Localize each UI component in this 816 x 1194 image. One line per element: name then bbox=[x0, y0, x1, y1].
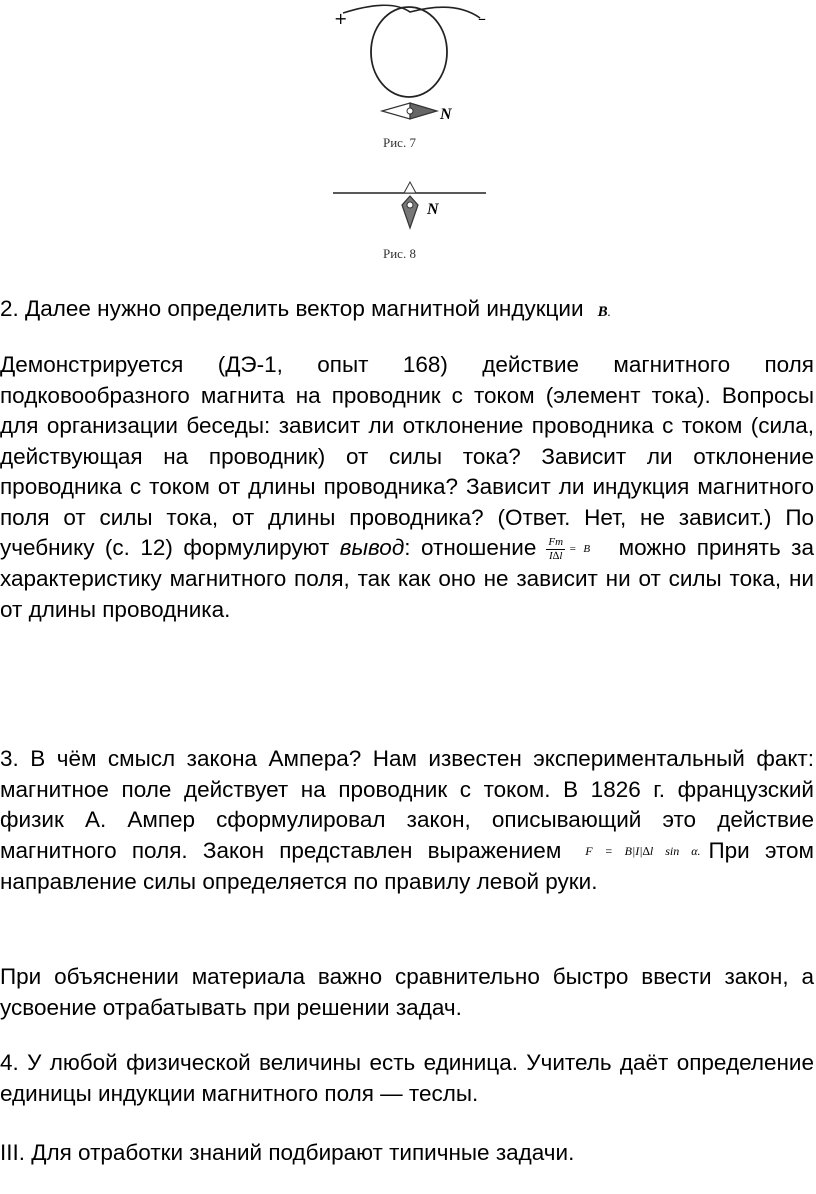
compass-needle-icon bbox=[402, 182, 418, 228]
wire-coil bbox=[371, 7, 447, 97]
demo-ratio-word: отношение bbox=[421, 535, 537, 560]
minus-sign: – bbox=[478, 9, 486, 28]
demo-emphasis: вывод bbox=[339, 535, 405, 560]
ratio-formula bbox=[546, 537, 565, 562]
paragraph-2-text: 2. Далее нужно определить вектор магнитной индукции bbox=[0, 296, 584, 321]
paragraph-3 bbox=[0, 744, 814, 897]
ratio-denominator: I∆l bbox=[548, 549, 563, 562]
needle-label: N bbox=[427, 201, 439, 218]
figures-illustration bbox=[0, 0, 816, 270]
figure-7-caption: Рис. 7 bbox=[383, 135, 416, 150]
demo-text: Демонстрируется (ДЭ-1, опыт 168) действие магнитного поля подковообразного магнита на проводник с током (элемент тока). Вопросы для организации беседы: зависит ли отклонение проводника с током (сила, действующая на проводник) от силы тока? Зависит ли отклонение проводника с током от длины проводника? Зависит ли индукция магнитного поля от силы тока, от длины проводника? (Ответ. Нет, не зависит.) По учебнику (с. 12) формулируют bbox=[0, 352, 814, 560]
paragraph-2-end: . bbox=[607, 304, 611, 319]
left-hand-rule-text: При этом направление силы определяется по правилу левой руки. bbox=[0, 837, 814, 894]
paragraph-iii: III. Для отработки знаний подбирают типичные задачи. bbox=[0, 1140, 575, 1165]
figure-7 bbox=[334, 5, 486, 150]
ampere-law-text: 3. В чём смысл закона Ампера? Нам известен экспериментальный факт: магнитное поле действует на проводник с током. В 1826 г. французский физик А. Ампер сформулировал закон, описывающий это действие магнитного поля. Закон представлен выражением bbox=[0, 746, 814, 863]
compass-needle-icon bbox=[382, 103, 437, 119]
figure-8 bbox=[333, 182, 486, 261]
paragraph-4: 4. У любой физической величины есть единица. Учитель даёт определение единицы индукции магнитного поля — теслы. bbox=[0, 1050, 814, 1106]
paragraph-demonstration bbox=[0, 350, 814, 625]
needle-label: N bbox=[440, 106, 452, 123]
plus-sign: + bbox=[334, 9, 348, 28]
ampere-law-formula: F = B|I|∆l sin α. bbox=[585, 844, 701, 859]
paragraph-2 bbox=[0, 294, 814, 328]
figure-8-caption: Рис. 8 bbox=[383, 246, 416, 261]
demo-conclusion-text: можно принять за характеристику магнитного поля, так как оно не зависит ни от силы тока, ни от длины проводника. bbox=[0, 535, 814, 622]
paragraph-explanation: При объяснении материала важно сравнительно быстро ввести закон, а усвоение отрабатывать при решении задач. bbox=[0, 964, 814, 1020]
ratio-equals: = B bbox=[569, 542, 591, 555]
vector-b-symbol: → B bbox=[598, 304, 608, 320]
ratio-numerator: Fm bbox=[548, 535, 564, 548]
demo-colon: : bbox=[404, 535, 411, 560]
